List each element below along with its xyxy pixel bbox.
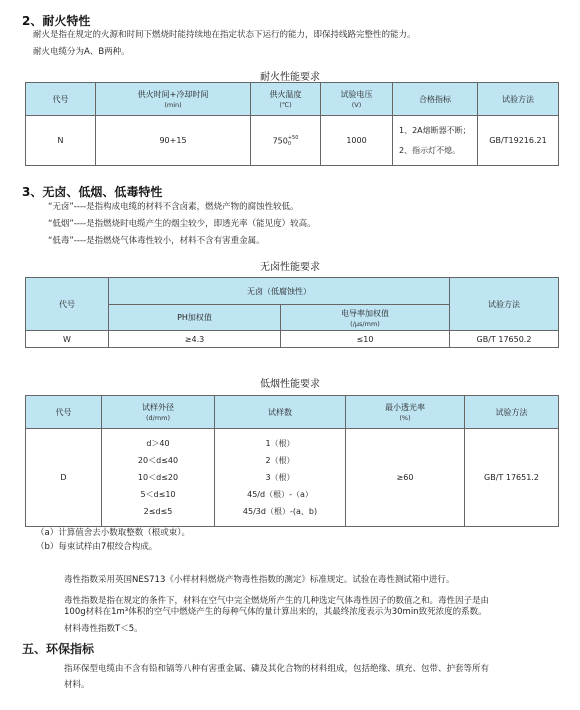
col-diameter: 试样外径 (d/mm) bbox=[102, 396, 215, 429]
smoke-table-title: 低烟性能要求 bbox=[260, 379, 320, 390]
cell-transmittance: ≥60 bbox=[346, 429, 465, 527]
halogen-table-title: 无卤性能要求 bbox=[260, 262, 320, 273]
section-5-paragraph-1: 指环保型电缆由不含有铅和镉等八种有害重金属、磷及其化合物的材料组成，包括绝缘、填充、包带、护套等所有 bbox=[64, 664, 490, 674]
section-2-paragraph-2: 耐火电缆分为A、B两种。 bbox=[33, 47, 130, 57]
col-transmittance: 最小透光率 (%) bbox=[346, 396, 465, 429]
list-item: 5＜d≤10 bbox=[140, 490, 176, 499]
cell-method: GB/T 17651.2 bbox=[465, 429, 559, 527]
fire-table-title: 耐火性能要求 bbox=[260, 72, 320, 83]
col-method: 试验方法 bbox=[450, 278, 559, 331]
list-item: 3（根） bbox=[265, 473, 295, 482]
cell-code: D bbox=[26, 429, 102, 527]
col-sample-count: 试样数 bbox=[215, 396, 346, 429]
cell-code: W bbox=[26, 331, 109, 348]
list-item: 1（根） bbox=[265, 439, 295, 448]
note-a: （a）计算值舍去小数取整数（根或束）。 bbox=[36, 528, 190, 538]
col-code: 代号 bbox=[26, 396, 102, 429]
fire-resistance-table bbox=[25, 82, 559, 166]
definition-low-toxic: “低毒”----是指燃烧气体毒性较小，材料不含有害重金属。 bbox=[48, 236, 265, 246]
cell-time: 90+15 bbox=[96, 116, 251, 166]
col-code: 代号 bbox=[26, 278, 109, 331]
col-ph: PH加权值 bbox=[109, 305, 281, 331]
section-2-title: 2、耐火特性 bbox=[22, 14, 91, 28]
col-method: 试验方法 bbox=[478, 83, 559, 116]
definition-low-smoke: “低烟”----是指燃烧时电缆产生的烟尘较少，即透光率（能见度）较高。 bbox=[48, 219, 316, 229]
section-5-paragraph-2: 材料。 bbox=[64, 680, 90, 690]
cell-ph: ≥4.3 bbox=[109, 331, 281, 348]
col-conductivity: 电导率加权值 (/μs/mm) bbox=[281, 305, 450, 331]
cell-method: GB/T19216.21 bbox=[478, 116, 559, 166]
col-criteria: 合格指标 bbox=[393, 83, 478, 116]
toxicity-paragraph-2a: 毒性指数是指在规定的条件下，材料在空气中完全燃烧所产生的几种选定气体毒性因子的数值之和。毒性因子是由 bbox=[64, 596, 490, 606]
note-b: （b）每束试样由7根绞合构成。 bbox=[36, 542, 158, 552]
section-2-paragraph-1: 耐火是指在规定的火源和时间下燃烧时能持续地在指定状态下运行的能力，即保持线路完整性的能力。 bbox=[33, 30, 416, 40]
table-row bbox=[26, 429, 559, 527]
cell-diameters bbox=[102, 429, 215, 527]
cell-criteria: 1、2A熔断器不断； 2、指示灯不熄。 bbox=[393, 116, 478, 166]
list-item: 20＜d≤40 bbox=[137, 456, 179, 465]
toxicity-paragraph-2b: 100g材料在1m³体积的空气中燃烧产生的每种气体的量计算出来的，其最终浓度表示为30min致死浓度的系数。 bbox=[64, 607, 487, 617]
halogen-free-table bbox=[25, 277, 559, 348]
list-item: 2（根） bbox=[265, 456, 295, 465]
cell-method: GB/T 17650.2 bbox=[450, 331, 559, 348]
list-item: 45/d（根）-（a） bbox=[247, 490, 313, 499]
list-item: 2≤d≤5 bbox=[143, 507, 173, 516]
cell-voltage: 1000 bbox=[321, 116, 393, 166]
cell-code: N bbox=[26, 116, 96, 166]
col-temp: 供火温度 (℃) bbox=[251, 83, 321, 116]
list-item: 45/3d（根）-(a、b) bbox=[242, 507, 318, 516]
col-voltage: 试验电压 (V) bbox=[321, 83, 393, 116]
table-row bbox=[26, 116, 559, 166]
toxicity-limit: 材料毒性指数T＜5。 bbox=[64, 624, 143, 634]
table-row bbox=[26, 331, 559, 348]
list-item: 10＜d≤20 bbox=[137, 473, 179, 482]
low-smoke-table bbox=[25, 395, 559, 527]
col-time: 供火时间+冷却时间 (min) bbox=[96, 83, 251, 116]
definition-halogen-free: “无卤”----是指构成电缆的材料不含卤素，燃烧产物的腐蚀性较低。 bbox=[48, 202, 299, 212]
cell-conductivity: ≤10 bbox=[281, 331, 450, 348]
toxicity-paragraph-1: 毒性指数采用英国NES713《小样材料燃烧产物毒性指数的测定》标准规定。试验在毒性测试箱中进行。 bbox=[64, 575, 455, 585]
col-code: 代号 bbox=[26, 83, 96, 116]
cell-temp: 750+50 0 bbox=[251, 116, 321, 166]
section-5-title: 五、环保指标 bbox=[22, 642, 95, 656]
col-method: 试验方法 bbox=[465, 396, 559, 429]
col-group: 无卤（低腐蚀性） bbox=[109, 278, 450, 305]
list-item: d＞40 bbox=[146, 439, 170, 448]
section-3-title: 3、无卤、低烟、低毒特性 bbox=[22, 185, 163, 199]
cell-sample-counts bbox=[215, 429, 346, 527]
